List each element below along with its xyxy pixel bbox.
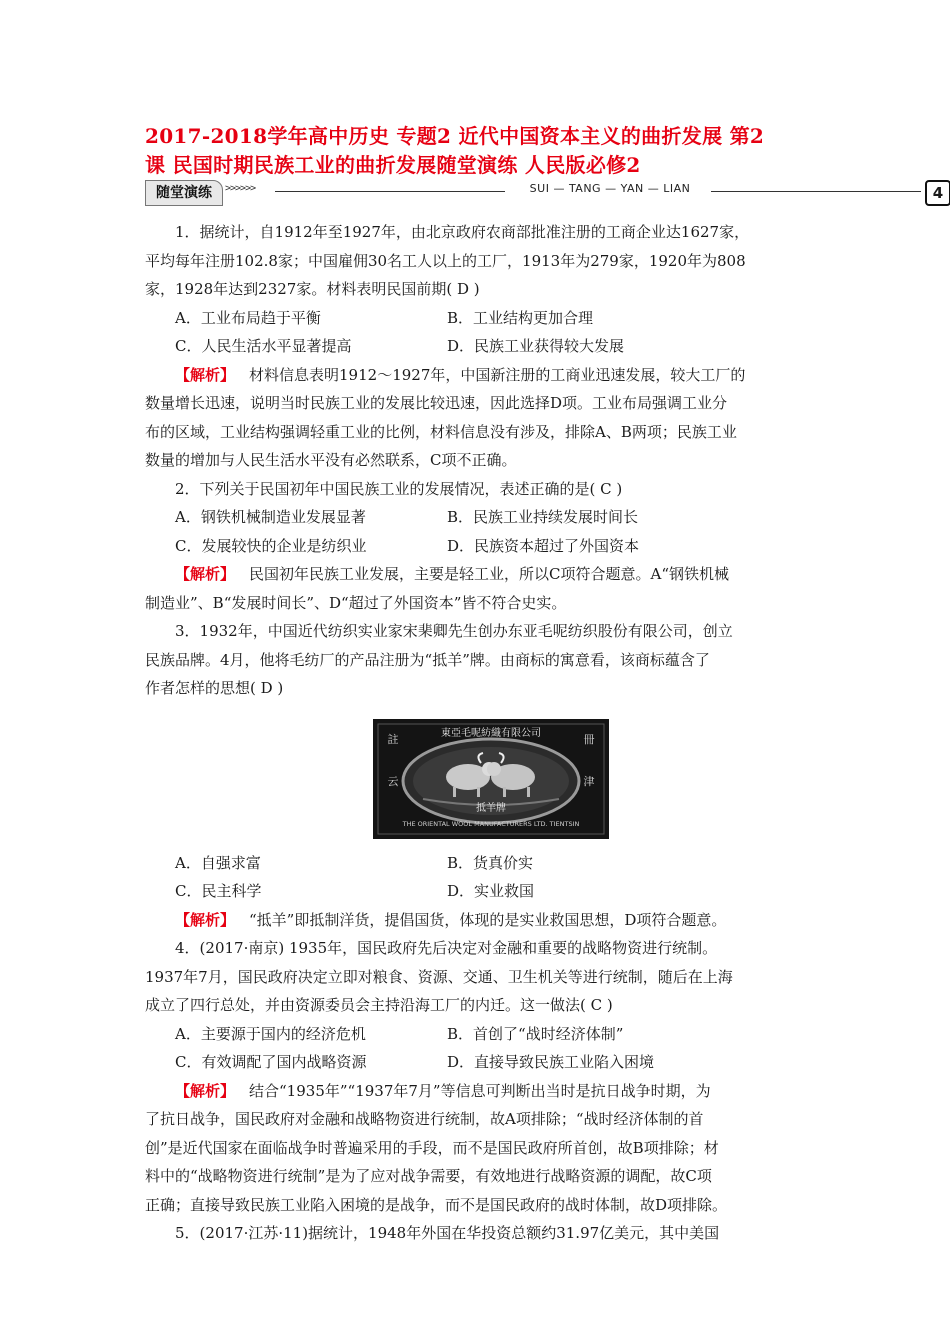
q2-option-b: B．民族工业持续发展时间长 [447, 508, 639, 526]
q2-line: 2．下列关于民国初年中国民族工业的发展情况，表述正确的是( C ) [175, 479, 623, 498]
trademark-illustration [373, 719, 609, 839]
trademark-left-char: 註 [387, 732, 399, 746]
title-line-1: 2017-2018学年高中历史 专题2 近代中国资本主义的曲折发展 第2 [145, 124, 765, 148]
q1-option-b: B．工业结构更加合理 [447, 308, 594, 327]
q2-options-row [145, 503, 813, 532]
q4-line: 4．(2017·南京) 1935年，国民政府先后决定对金融和重要的战略物资进行统制。 [175, 939, 718, 957]
analysis-tag: 【解析】 [175, 910, 236, 929]
q1-option-d: D．民族工业获得较大发展 [447, 337, 625, 355]
q3-analysis: 【解析】 “抵羊”即抵制洋货，提倡国货，体现的是实业救国思想，D项符合题意。 [175, 910, 727, 929]
q4-options-row [145, 1020, 813, 1049]
q2-analysis-line: 制造业”、B“发展时间长”、D“超过了外国资本”皆不符合史实。 [145, 593, 567, 612]
document-title [145, 122, 825, 180]
q2-option-c: C．发展较快的企业是纺织业 [175, 536, 367, 555]
q4-option-a: A．主要源于国内的经济危机 [175, 1024, 366, 1043]
q2-option-d: D．民族资本超过了外国资本 [447, 536, 640, 555]
q3-line: 民族品牌。4月，他将毛纺厂的产品注册为“抵羊”牌。由商标的寓意看，该商标蕴含了 [145, 650, 710, 669]
analysis-tag: 【解析】 [175, 1081, 236, 1100]
q4-analysis-line: 了抗日战争，国民政府对金融和战略物资进行统制，故A项排除；“战时经济体制的首 [145, 1110, 704, 1128]
q3-option-a: A．自强求富 [175, 853, 261, 872]
q4-options-row [145, 1048, 813, 1077]
banner-number: 4 [925, 180, 950, 206]
q3-options-row [145, 877, 813, 906]
q3-option-d: D．实业救国 [447, 882, 535, 900]
analysis-tag: 【解析】 [175, 565, 236, 583]
q1-line: 家，1928年达到2327家。材料表明民国前期( D ) [145, 280, 480, 298]
q1-analysis: 【解析】 材料信息表明1912～1927年，中国新注册的工商业迅速发展，较大工厂的 [175, 365, 746, 384]
trademark-top-text: 東亞毛呢紡織有限公司 [441, 727, 541, 739]
q1-options-row [145, 304, 813, 333]
q5-line: 5．(2017·江苏·11)据统计，1948年外国在华投资总额约31.97亿美元，其中美国 [175, 1224, 720, 1242]
trademark-image [373, 719, 609, 839]
q4-analysis: 【解析】 结合“1935年”“1937年7月”等信息可判断出当时是抗日战争时期，为 [175, 1081, 711, 1100]
q1-analysis-line: 数量的增加与人民生活水平没有必然联系，C项不正确。 [145, 451, 517, 469]
section-banner [145, 180, 944, 206]
q4-option-b: B．首创了“战时经济体制” [447, 1024, 624, 1043]
q3-option-b: B．货真价实 [447, 853, 534, 872]
q4-line: 1937年7月，国民政府决定立即对粮食、资源、交通、卫生机关等进行统制，随后在上海 [145, 967, 733, 986]
q4-analysis-line: 创”是近代国家在面临战争时普遍采用的手段，而不是国民政府所首创，故B项排除；材 [145, 1138, 719, 1157]
q1-analysis-line: 数量增长迅速，说明当时民族工业的发展比较迅速，因此选择D项。工业布局强调工业分 [145, 394, 728, 412]
q1-analysis-line: 布的区域，工业结构强调轻重工业的比例，材料信息没有涉及，排除A、B两项；民族工业 [145, 422, 737, 441]
q1-options-row [145, 332, 813, 361]
q1-line: 平均每年注册102.8家；中国雇佣30名工人以上的工厂，1913年为279家，1920年为808 [145, 251, 746, 270]
banner-pinyin: SUI — TANG — YAN — LIAN [529, 182, 691, 195]
q1-option-a: A．工业布局趋于平衡 [175, 308, 321, 327]
title-line-2: 课 民国时期民族工业的曲折发展随堂演练 人民版必修2 [145, 153, 641, 177]
q3-line: 作者怎样的思想( D ) [145, 679, 284, 697]
banner-arrows: >>>>>> [225, 183, 256, 194]
q1-option-c: C．人民生活水平显著提高 [175, 337, 352, 355]
q1-line: 1．据统计，自1912年至1927年，由北京政府农商部批准注册的工商企业达1627家， [175, 223, 750, 241]
trademark-brand: 抵羊牌 [476, 802, 506, 814]
banner-rule-left [275, 191, 505, 192]
questions [145, 218, 813, 1248]
q3-option-c: C．民主科学 [175, 882, 262, 900]
q4-line: 成立了四行总处，并由资源委员会主持沿海工厂的内迁。这一做法( C ) [145, 996, 613, 1014]
q4-analysis-line: 料中的“战略物资进行统制”是为了应对战争需要，有效地进行战略资源的调配，故C项 [145, 1167, 712, 1185]
banner-label: 随堂演练 [145, 180, 223, 206]
q2-analysis: 【解析】 民国初年民族工业发展，主要是轻工业，所以C项符合题意。A“钢铁机械 [175, 565, 729, 583]
q4-analysis-line: 正确；直接导致民族工业陷入困境的是战争，而不是国民政府的战时体制，故D项排除。 [145, 1195, 728, 1214]
q3-options-row [145, 849, 813, 878]
trademark-bottom-text: THE ORIENTAL WOOL MANUFACTURERS LTD. TIENTSIN [402, 819, 580, 828]
analysis-tag: 【解析】 [175, 365, 236, 384]
q4-option-c: C．有效调配了国内战略资源 [175, 1053, 367, 1071]
trademark-right-char: 冊 [583, 732, 595, 746]
trademark-right-char: 津 [583, 774, 595, 788]
q3-line: 3．1932年，中国近代纺织实业家宋棐卿先生创办东亚毛呢纺织股份有限公司，创立 [175, 622, 733, 640]
q2-options-row [145, 532, 813, 561]
trademark-left-char: 云 [387, 774, 399, 788]
q4-option-d: D．直接导致民族工业陷入困境 [447, 1053, 655, 1071]
banner-rule-right [711, 191, 921, 192]
q2-option-a: A．钢铁机械制造业发展显著 [175, 508, 366, 526]
